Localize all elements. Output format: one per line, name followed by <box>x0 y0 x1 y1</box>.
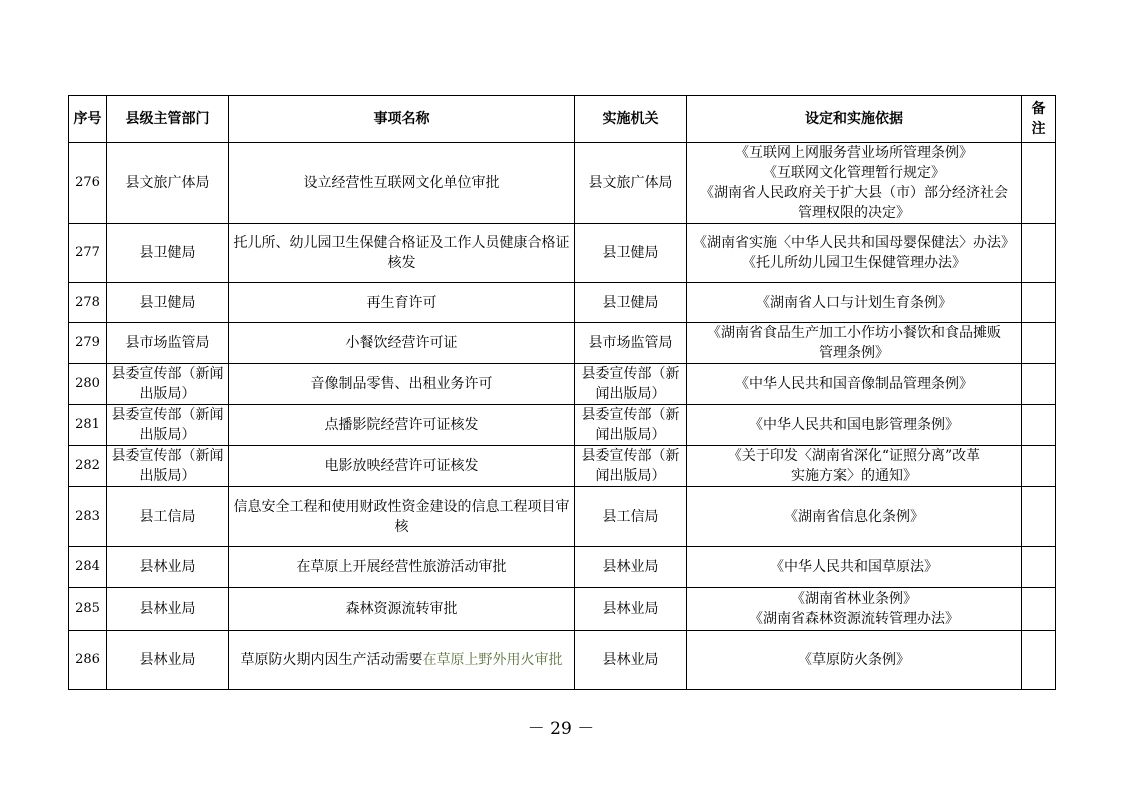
row-note <box>1022 143 1056 224</box>
row-seq: 286 <box>69 631 107 690</box>
row-agency: 县工信局 <box>575 487 687 547</box>
row-item: 电影放映经营许可证核发 <box>229 446 575 487</box>
row-item: 信息安全工程和使用财政性资金建设的信息工程项目审核 <box>229 487 575 547</box>
basis-line: 《湖南省人民政府关于扩大县（市）部分经济社会 <box>700 185 1008 201</box>
row-dept: 县卫健局 <box>107 224 229 283</box>
page-number: － 29 － <box>527 719 595 739</box>
row-seq: 282 <box>69 446 107 487</box>
row-note <box>1022 446 1056 487</box>
header-basis: 设定和实施依据 <box>687 96 1022 143</box>
row-dept: 县工信局 <box>107 487 229 547</box>
table-row <box>69 487 1056 547</box>
row-note <box>1022 224 1056 283</box>
document-table <box>68 95 1056 690</box>
row-seq: 283 <box>69 487 107 547</box>
row-note <box>1022 364 1056 405</box>
row-item: 设立经营性互联网文化单位审批 <box>229 143 575 224</box>
row-dept: 县林业局 <box>107 588 229 631</box>
row-item: 小餐饮经营许可证 <box>229 323 575 364</box>
basis-line: 《草原防火条例》 <box>798 652 910 668</box>
row-item: 音像制品零售、出租业务许可 <box>229 364 575 405</box>
row-basis <box>687 588 1022 631</box>
header-seq: 序号 <box>69 96 107 143</box>
basis-line: 《湖南省森林资源流转管理办法》 <box>749 611 959 627</box>
row-note <box>1022 323 1056 364</box>
row-agency: 县林业局 <box>575 547 687 588</box>
basis-line: 《中华人民共和国草原法》 <box>770 559 938 575</box>
table-row <box>69 323 1056 364</box>
row-dept: 县市场监管局 <box>107 323 229 364</box>
basis-line: 《中华人民共和国电影管理条例》 <box>749 417 959 433</box>
row-note <box>1022 405 1056 446</box>
table-row <box>69 446 1056 487</box>
row-item: 点播影院经营许可证核发 <box>229 405 575 446</box>
basis-line: 管理条例》 <box>819 345 889 361</box>
row-agency: 县文旅广体局 <box>575 143 687 224</box>
row-note <box>1022 588 1056 631</box>
header-note: 备注 <box>1022 96 1056 143</box>
table-row <box>69 631 1056 690</box>
basis-line: 《关于印发〈湖南省深化“证照分离”改革 <box>727 448 981 464</box>
row-seq: 277 <box>69 224 107 283</box>
row-basis <box>687 283 1022 323</box>
row-dept: 县委宣传部（新闻出版局） <box>107 446 229 487</box>
row-seq: 276 <box>69 143 107 224</box>
row-item: 森林资源流转审批 <box>229 588 575 631</box>
table-row <box>69 364 1056 405</box>
row-agency: 县林业局 <box>575 588 687 631</box>
row-agency: 县委宣传部（新闻出版局） <box>575 446 687 487</box>
table-row <box>69 283 1056 323</box>
header-item: 事项名称 <box>229 96 575 143</box>
row-note <box>1022 631 1056 690</box>
row-agency: 县林业局 <box>575 631 687 690</box>
row-basis <box>687 323 1022 364</box>
basis-line: 管理权限的决定》 <box>798 205 910 221</box>
row-basis <box>687 364 1022 405</box>
row-item <box>229 631 575 690</box>
row-basis <box>687 487 1022 547</box>
basis-line: 《湖南省实施〈中华人民共和国母婴保健法〉办法》 <box>693 235 1015 251</box>
row-basis <box>687 224 1022 283</box>
row-item-part: 草原防火期内因生产活动需要 <box>240 652 423 668</box>
row-basis <box>687 405 1022 446</box>
row-agency: 县委宣传部（新闻出版局） <box>575 364 687 405</box>
row-dept: 县林业局 <box>107 631 229 690</box>
basis-line: 《中华人民共和国音像制品管理条例》 <box>735 376 973 392</box>
row-seq: 278 <box>69 283 107 323</box>
basis-line: 《湖南省食品生产加工小作坊小餐饮和食品摊贩 <box>707 325 1001 341</box>
row-basis <box>687 143 1022 224</box>
table-row <box>69 143 1056 224</box>
header-dept: 县级主管部门 <box>107 96 229 143</box>
row-agency: 县卫健局 <box>575 224 687 283</box>
row-dept: 县林业局 <box>107 547 229 588</box>
row-dept: 县文旅广体局 <box>107 143 229 224</box>
row-agency: 县市场监管局 <box>575 323 687 364</box>
table-row <box>69 588 1056 631</box>
row-seq: 280 <box>69 364 107 405</box>
row-agency: 县委宣传部（新闻出版局） <box>575 405 687 446</box>
row-item: 在草原上开展经营性旅游活动审批 <box>229 547 575 588</box>
row-item: 托儿所、幼儿园卫生保健合格证及工作人员健康合格证核发 <box>229 224 575 283</box>
row-basis <box>687 631 1022 690</box>
basis-line: 《托儿所幼儿园卫生保健管理办法》 <box>742 255 966 271</box>
row-dept: 县卫健局 <box>107 283 229 323</box>
row-seq: 285 <box>69 588 107 631</box>
basis-line: 《互联网文化管理暂行规定》 <box>763 165 945 181</box>
row-agency: 县卫健局 <box>575 283 687 323</box>
row-seq: 279 <box>69 323 107 364</box>
row-dept: 县委宣传部（新闻出版局） <box>107 364 229 405</box>
table-header-row <box>69 96 1056 143</box>
row-seq: 284 <box>69 547 107 588</box>
row-note <box>1022 487 1056 547</box>
row-item-part-tinted: 在草原上野外用火审批 <box>422 652 563 668</box>
row-dept: 县委宣传部（新闻出版局） <box>107 405 229 446</box>
row-basis <box>687 446 1022 487</box>
basis-line: 《互联网上网服务营业场所管理条例》 <box>735 145 973 161</box>
row-item: 再生育许可 <box>229 283 575 323</box>
row-seq: 281 <box>69 405 107 446</box>
basis-line: 《湖南省信息化条例》 <box>784 508 924 525</box>
header-agency: 实施机关 <box>575 96 687 143</box>
row-basis <box>687 547 1022 588</box>
row-note <box>1022 283 1056 323</box>
table-row <box>69 547 1056 588</box>
basis-line: 实施方案〉的通知》 <box>791 468 917 484</box>
table-row <box>69 405 1056 446</box>
table-row <box>69 224 1056 283</box>
basis-line: 《湖南省人口与计划生育条例》 <box>756 294 952 311</box>
row-note <box>1022 547 1056 588</box>
basis-line: 《湖南省林业条例》 <box>791 591 917 607</box>
